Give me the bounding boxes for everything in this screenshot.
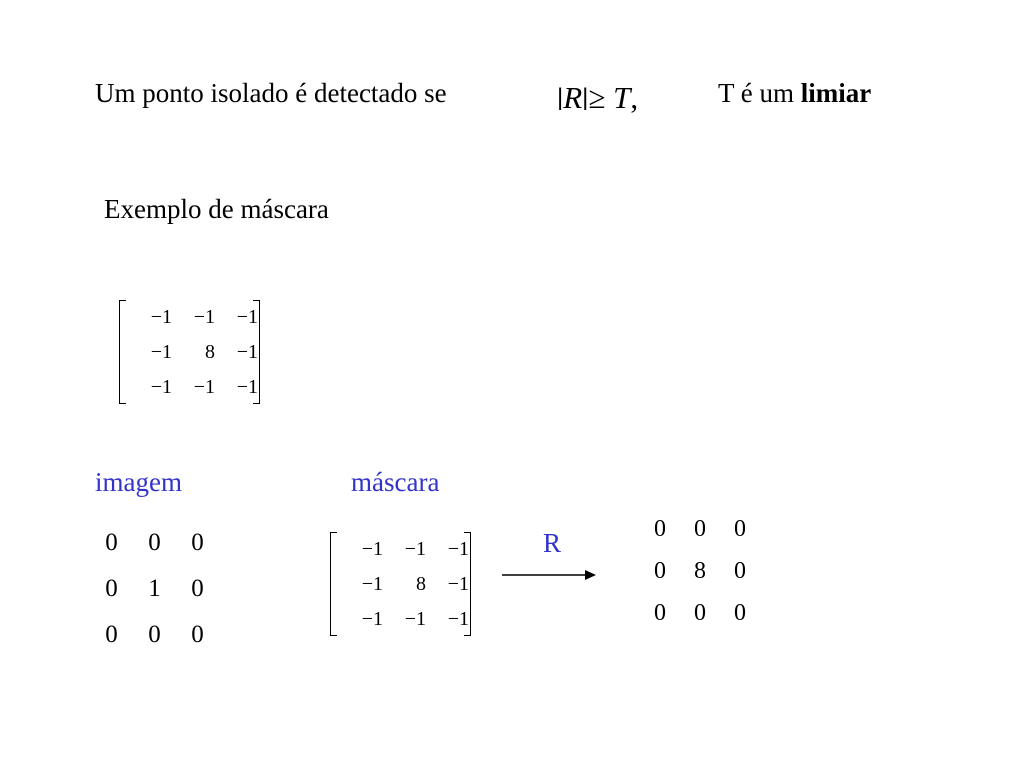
matrix-cell: 0 <box>654 515 666 542</box>
result-label: R <box>543 528 562 558</box>
matrix-row <box>90 566 219 612</box>
formula-t: T <box>613 80 631 115</box>
right-bracket <box>253 300 260 404</box>
result-matrix <box>640 508 760 634</box>
matrix-row <box>640 508 760 550</box>
matrix-cell: −1 <box>236 306 258 328</box>
right-bracket <box>464 532 471 636</box>
matrix-cell: 0 <box>148 621 161 648</box>
left-bracket <box>119 300 126 404</box>
matrix-cell: 0 <box>734 515 746 542</box>
matrix-cell: 8 <box>694 557 706 584</box>
threshold-formula <box>557 80 638 116</box>
matrix-cell: 0 <box>105 621 118 648</box>
threshold-keyword: limiar <box>800 78 872 108</box>
matrix-cell: 0 <box>191 529 204 556</box>
matrix-row <box>640 592 760 634</box>
matrix-cell: −1 <box>447 538 469 560</box>
abs-open: | <box>557 84 564 111</box>
matrix-row <box>90 520 219 566</box>
threshold-note-text: T é um <box>718 78 801 108</box>
matrix-cell: 8 <box>416 573 426 595</box>
matrix-cell: 0 <box>654 599 666 626</box>
mask-matrix <box>330 532 471 636</box>
formula-r: R <box>563 80 583 115</box>
matrix-cell: 0 <box>734 557 746 584</box>
matrix-row <box>129 335 258 370</box>
matrix-cell: −1 <box>150 341 172 363</box>
matrix-cell: 0 <box>191 621 204 648</box>
matrix-cell: −1 <box>193 306 215 328</box>
matrix-row <box>640 550 760 592</box>
matrix-cell: −1 <box>193 376 215 398</box>
formula-geq: ≥ <box>588 80 606 115</box>
isolated-point-sentence: Um ponto isolado é detectado se <box>95 78 447 108</box>
mask-table <box>340 532 469 637</box>
matrix-cell: −1 <box>150 306 172 328</box>
matrix-row <box>90 612 219 658</box>
image-matrix <box>90 520 219 658</box>
matrix-cell: −1 <box>236 341 258 363</box>
matrix-cell: 0 <box>148 529 161 556</box>
matrix-cell: 0 <box>105 575 118 602</box>
matrix-cell: −1 <box>361 573 383 595</box>
matrix-cell: 0 <box>694 599 706 626</box>
matrix-cell: 0 <box>734 599 746 626</box>
example-mask-matrix <box>119 300 260 404</box>
matrix-row <box>340 532 469 567</box>
mask-label: máscara <box>351 467 440 497</box>
formula-comma: , <box>630 80 639 115</box>
matrix-cell: −1 <box>361 608 383 630</box>
left-bracket <box>330 532 337 636</box>
matrix-row <box>340 602 469 637</box>
example-title: Exemplo de máscara <box>104 194 329 224</box>
threshold-note <box>718 78 871 109</box>
abs-close: | <box>582 84 589 111</box>
matrix-cell: −1 <box>447 573 469 595</box>
image-label: imagem <box>95 467 182 497</box>
matrix-row <box>129 370 258 405</box>
matrix-cell: 0 <box>654 557 666 584</box>
matrix-cell: 0 <box>694 515 706 542</box>
matrix-cell: −1 <box>236 376 258 398</box>
matrix-cell: −1 <box>404 538 426 560</box>
matrix-cell: −1 <box>404 608 426 630</box>
matrix-cell: −1 <box>361 538 383 560</box>
matrix-cell: 0 <box>105 529 118 556</box>
matrix-cell: −1 <box>150 376 172 398</box>
matrix-cell: 1 <box>148 575 161 602</box>
right-arrow-icon <box>502 566 598 584</box>
matrix-cell: −1 <box>447 608 469 630</box>
matrix-cell: 0 <box>191 575 204 602</box>
matrix-cell: 8 <box>205 341 215 363</box>
matrix-row <box>340 567 469 602</box>
example-mask-table <box>129 300 258 405</box>
matrix-row <box>129 300 258 335</box>
